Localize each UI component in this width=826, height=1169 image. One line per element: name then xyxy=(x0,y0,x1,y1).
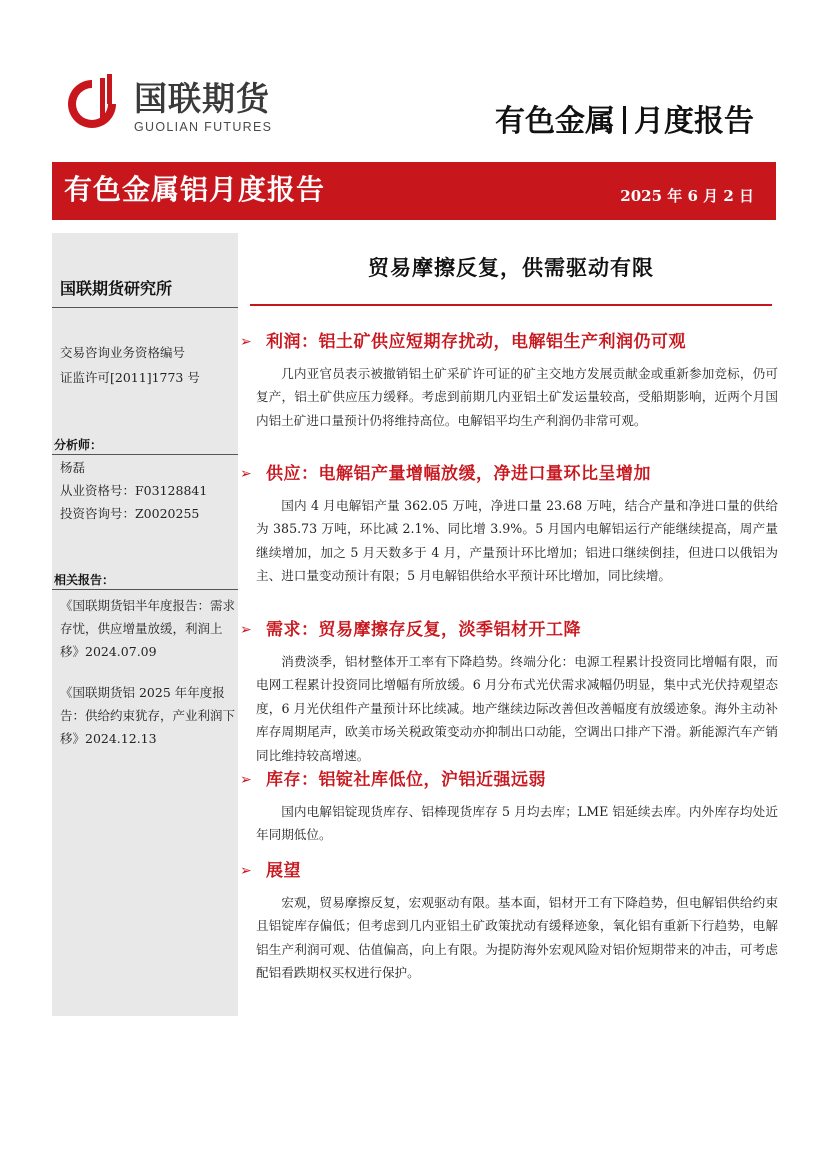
analyst-heading: 分析师： xyxy=(54,438,103,452)
license-number: 证监许可[2011]1773 号 xyxy=(60,370,200,385)
banner-title: 有色金属铝月度报告 xyxy=(64,173,326,206)
sidebar xyxy=(52,233,238,1016)
section-inventory xyxy=(238,766,778,847)
section-body: 国内电解铝锭现货库存、铝棒现货库存 5 月均去库；LME 铝延续去库。内外库存均处近年同期低位。 xyxy=(256,804,778,843)
section-title: 需求：贸易摩擦存反复，淡季铝材开工降 xyxy=(266,620,581,640)
arrow-bullet-icon: ➢ xyxy=(240,466,252,482)
section-title: 展望 xyxy=(266,861,301,881)
section-title: 利润：铝土矿供应短期存扰动，电解铝生产利润仍可观 xyxy=(266,332,686,352)
section-outlook xyxy=(238,857,778,985)
sidebar-divider xyxy=(52,454,238,455)
arrow-bullet-icon: ➢ xyxy=(240,334,252,350)
section-profit xyxy=(238,328,778,432)
section-body: 消费淡季，铝材整体开工率有下降趋势。终端分化：电源工程累计投资同比增幅有限，而电网工程累计投资同比增幅有所放缓。6 月分布式光伏需求减幅仍明显，集中式光伏持观望态度，6 月光伏组件产量预计环比续减。地产继续边际改善但改善幅度有放缓迹象。海外主动补库存周期尾声，欧美市场关税政策变动亦抑制出口动能，空调出口排产下滑。新能源汽车产销同比维持较高增速。 xyxy=(256,654,778,763)
report-headline: 贸易摩擦反复，供需驱动有限 xyxy=(368,255,654,280)
guolian-logo-icon xyxy=(62,74,122,134)
section-demand xyxy=(238,616,778,767)
related-report-item[interactable]: 《国联期货铝 2025 年年度报告：供给约束犹存，产业利润下移》2024.12.13 xyxy=(60,685,236,746)
arrow-bullet-icon: ➢ xyxy=(240,772,252,788)
institute-name: 国联期货研究所 xyxy=(60,279,173,298)
qualification-label: 交易咨询业务资格编号 xyxy=(60,345,186,360)
title-banner xyxy=(52,162,776,220)
section-body: 几内亚官员表示被撤销铝土矿采矿许可证的矿主交地方发展贡献金或重新参加竞标，仍可复产，铝土矿供应压力缓释。考虑到前期几内亚铝土矿发运量较高，受船期影响，近两个月国内铝土矿进口量预计仍将维持高位。电解铝平均生产利润仍非常可观。 xyxy=(256,366,778,428)
report-category: 有色金属 xyxy=(495,104,615,139)
headline-rule xyxy=(250,304,772,306)
analyst-name: 杨磊 xyxy=(60,460,86,475)
title-divider xyxy=(623,106,626,134)
report-period: 月度报告 xyxy=(634,104,754,139)
arrow-bullet-icon: ➢ xyxy=(240,863,252,879)
sidebar-divider xyxy=(52,307,238,308)
brand-name-cn: 国联期货 xyxy=(134,79,270,118)
section-body: 国内 4 月电解铝产量 362.05 万吨，净进口量 23.68 万吨，结合产量和净进口量的供给为 385.73 万吨，环比减 2.1%、同比增 3.9%。5 月国内电解铝运行产能继续提高，周产量继续增加，加之 5 月天数多于 4 月，产量预计环比增加；铝进口继续倒挂，但进口以俄铝为主、进口量变动预计有限；5 月电解铝供给水平预计环比增加，同比续增。 xyxy=(256,498,778,584)
investment-certificate: 投资咨询号：Z0020255 xyxy=(60,506,200,521)
sidebar-divider xyxy=(52,589,238,590)
brand-name-en: GUOLIAN FUTURES xyxy=(134,120,273,134)
related-reports-heading: 相关报告： xyxy=(54,573,115,587)
section-supply xyxy=(238,460,778,588)
practice-certificate: 从业资格号：F03128841 xyxy=(60,483,208,498)
section-title: 库存：铝锭社库低位，沪铝近强远弱 xyxy=(266,770,546,790)
section-body: 宏观，贸易摩擦反复，宏观驱动有限。基本面，铝材开工有下降趋势，但电解铝供给约束且铝锭库存偏低；但考虑到几内亚铝土矿政策扰动有缓释迹象，氧化铝有重新下行趋势，电解铝生产利润可观、估值偏高，向上有限。为提防海外宏观风险对铝价短期带来的冲击，可考虑配铝看跌期权买权进行保护。 xyxy=(256,895,778,981)
report-date: 2025 年 6 月 2 日 xyxy=(620,187,754,205)
arrow-bullet-icon: ➢ xyxy=(240,622,252,638)
section-title: 供应：电解铝产量增幅放缓，净进口量环比呈增加 xyxy=(266,464,651,484)
related-report-item[interactable]: 《国联期货铝半年度报告：需求存忧，供应增量放缓，利润上移》2024.07.09 xyxy=(60,598,236,659)
report-type-title xyxy=(495,104,754,140)
